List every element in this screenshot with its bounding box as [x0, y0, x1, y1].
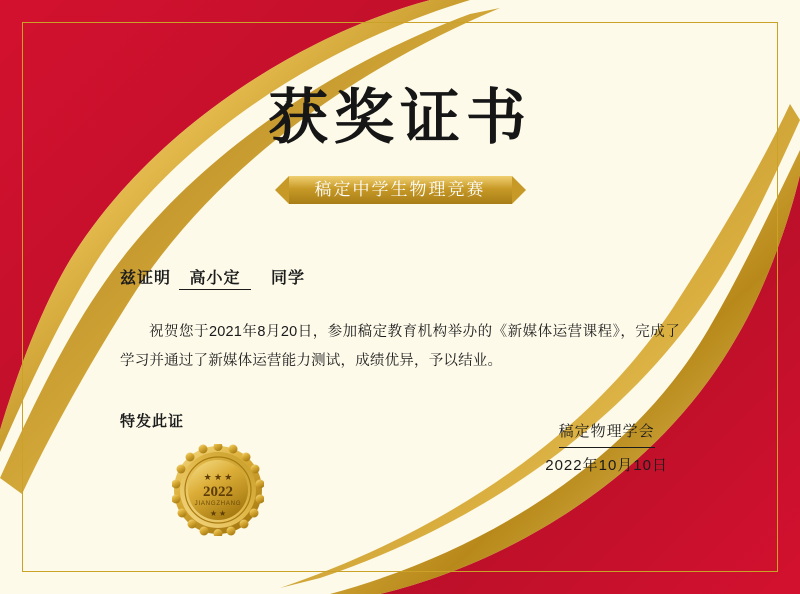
certificate-paragraph: 祝贺您于2021年8月20日，参加稿定教育机构举办的《新媒体运营课程》，完成了学习并通过了新媒体运营能力测试，成绩优异，予以结业。 [120, 324, 680, 369]
certificate-body [120, 265, 680, 431]
signing-organization: 稿定物理学会 [559, 418, 655, 448]
gold-seal-icon [172, 444, 264, 536]
recipient-line [120, 265, 680, 290]
seal-year: 2022 [203, 484, 233, 500]
signature-block [545, 418, 668, 479]
seal-pinyin: JIANGZHANG [194, 501, 242, 507]
subtitle-ribbon-label: 稿定中学生物理竞赛 [289, 176, 512, 204]
recipient-prefix: 兹证明 [120, 270, 172, 287]
recipient-suffix: 同学 [271, 270, 306, 287]
subtitle-banner [0, 176, 800, 204]
certificate-title: 获奖证书 [268, 85, 532, 151]
signing-date: 2022年10月10日 [545, 457, 668, 474]
certificate-closing: 特发此证 [120, 413, 185, 430]
seal-bottom-stars: ★ ★ [209, 509, 227, 518]
recipient-name: 高小定 [179, 265, 251, 290]
seal-top-stars: ★ ★ ★ [203, 472, 233, 482]
